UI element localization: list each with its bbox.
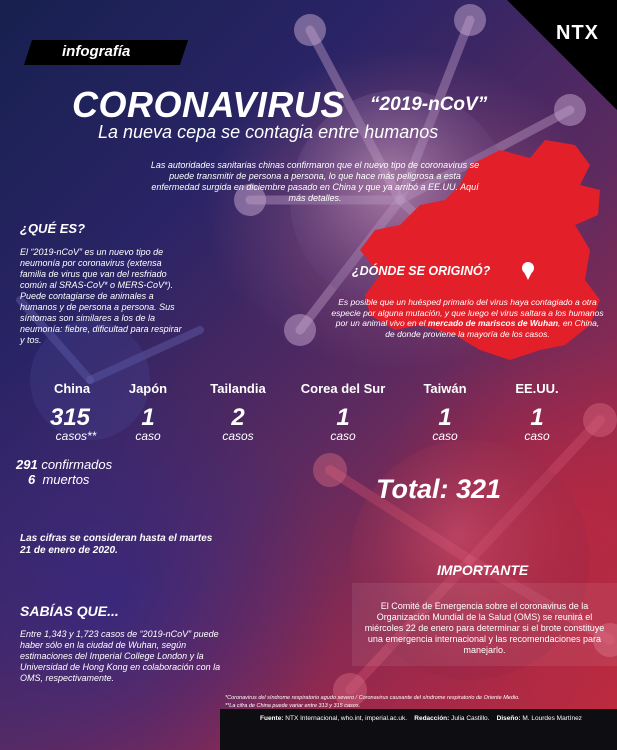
donde-text: Es posible que un huésped primario del virus haya contagiado a otra especie por alguna mutación, y que luego el virus saltara a los humanos por un animal vivo en el mercado de mariscos de Wuhan, en China, de donde proviene la mayoría de los casos. — [331, 297, 604, 339]
cases-corea: 1 — [336, 404, 350, 431]
wuhan-market-highlight: mercado de mariscos de Wuhan — [427, 318, 559, 328]
corner-black-triangle — [507, 0, 617, 110]
donde-heading: ¿DÓNDE SE ORIGINÓ? — [352, 264, 491, 278]
unit-eeuu: caso — [524, 429, 550, 443]
country-tailandia: Tailandia — [210, 381, 266, 396]
que-es-heading: ¿QUÉ ES? — [20, 221, 86, 236]
cases-tailandia: 2 — [231, 404, 245, 431]
footnote-2: **La cifra de China puede variar entre 313 y 315 casos. — [225, 703, 361, 709]
importante-heading: IMPORTANTE — [437, 562, 529, 578]
unit-japon: caso — [135, 429, 161, 443]
importante-text: El Comité de Emergencia sobre el coronavirus de la Organización Mundial de la Salud (OMS) se reunirá el miércoles 22 de enero para determinar si el brote constituye una emergencia internacional y las recomendaciones para manejarlo. — [364, 601, 605, 655]
country-japon: Japón — [128, 381, 168, 396]
sabias-heading: SABÍAS QUE... — [20, 603, 119, 619]
virus-code: “2019-nCoV” — [370, 94, 488, 115]
intro-text: Las autoridades sanitarias chinas confirmaron que el nuevo tipo de coronavirus se puede transmitir de persona a persona, lo que hace más peligrosa a esta enfermedad surgida en diciembre pasado en China y que ya arribó a EE.UU. Aquí más detalles. — [150, 160, 480, 203]
china-dead: 6 muertos — [28, 472, 90, 487]
brand-logo: NTX — [556, 22, 599, 44]
footnote-1: *Coronavirus del síndrome respiratorio agudo severo / Coronavirus causante del síndrome respiratorio de Oriente Medio. — [225, 695, 520, 701]
unit-tailandia: casos — [222, 429, 254, 443]
country-china: China — [53, 381, 91, 396]
sabias-text: Entre 1,343 y 1,723 casos de “2019-nCoV” puede haber sólo en la ciudad de Wuhan, según estimaciones del Imperial College London y la Universidad de Hong Kong en colaboración con la OMS, respectivamente. — [20, 629, 221, 683]
page-subtitle: La nueva cepa se contagia entre humanos — [98, 122, 439, 142]
cases-china: 315 — [49, 404, 91, 431]
unit-corea: caso — [330, 429, 356, 443]
que-es-text: El “2019-nCoV” es un nuevo tipo de neumonía por coronavirus (extensa familia de virus que van del resfriado común al SRAS-CoV* o MERS-CoV*). Puede contagiarse de animales a humanos y de persona a persona. Sus síntomas son similares a los de la neumonía: fiebre, dificultad para respirar y tos. — [20, 247, 182, 345]
country-corea: Corea del Sur — [300, 381, 386, 396]
page-title: CORONAVIRUS — [72, 84, 345, 125]
china-confirmed: 291 confirmados — [16, 457, 113, 472]
unit-taiwan: caso — [432, 429, 458, 443]
cases-japon: 1 — [141, 404, 155, 431]
country-taiwan: Taiwán — [423, 381, 467, 396]
cifras-note: Las cifras se consideran hasta el martes 21 de enero de 2020. — [20, 533, 213, 556]
cases-taiwan: 1 — [438, 404, 452, 431]
total-cases: Total: 321 — [376, 474, 502, 504]
unit-china: casos** — [55, 429, 97, 443]
credits: Fuente: NTX Internacional, who.int, imperial.ac.uk. Redacción: Julia Castillo. Diseño: M. Lourdes Martínez — [260, 715, 582, 722]
country-eeuu: EE.UU. — [515, 381, 559, 396]
section-tag: infografía — [62, 43, 131, 60]
footnotes — [225, 694, 520, 710]
cases-eeuu: 1 — [530, 404, 544, 431]
